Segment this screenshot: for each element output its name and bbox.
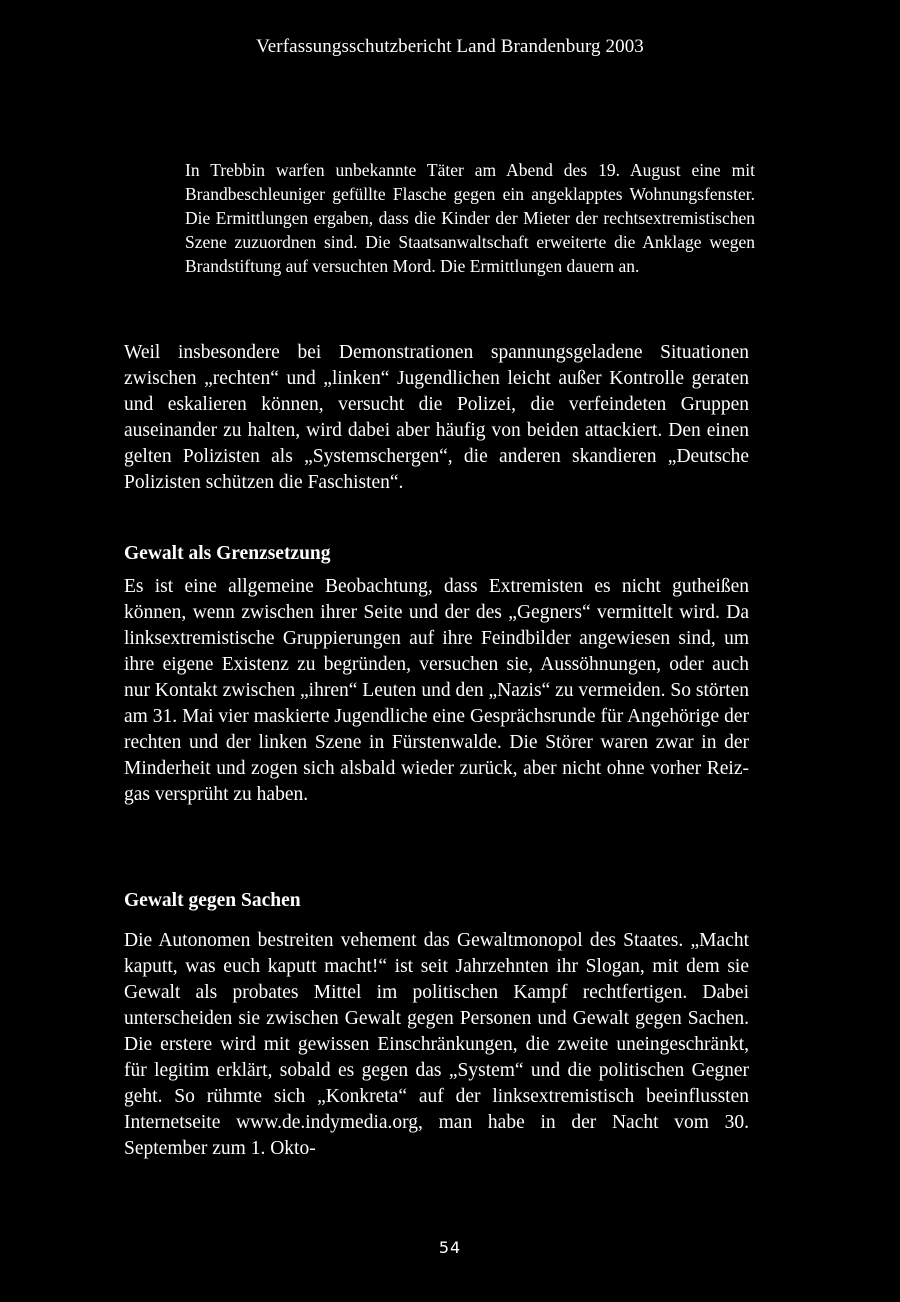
section-heading-grenzsetzung: Gewalt als Grenzsetzung (124, 543, 331, 564)
page-number: 54 (438, 1238, 462, 1257)
section-text-sachen: Die Autonomen bestreiten vehement das Gewaltmonopol des Staates. „Macht kaputt, was euch kaputt macht!“ ist seit Jahrzehnten ihr Slogan, mit dem sie Gewalt als probates Mittel im politischen Kampf rechtfertigen. Dabei unterscheiden sie zwischen Gewalt gegen Personen und Gewalt gegen Sachen. Die erstere wird mit gewissen Einschränkungen, die zweite uneingeschränkt, für legitim erklärt, sobald es gegen das „System“ und die politischen Gegner geht. So rühmte sich „Konkreta“ auf der linksextremistisch beeinflussten Internetseite www.de.indymedia.org, man habe in der Nacht vom 30. September zum 1. Okto- (124, 930, 749, 1159)
body-paragraph-demonstrations: Weil insbesondere bei Demonstrationen spannungsgeladene Situationen zwischen „rechten“ und „linken“ Jugendlichen leicht außer Kontrolle geraten und eskalieren können, versucht die Polizei, die verfeindeten Gruppen auseinander zu halten, wird dabei aber häufig von beiden attackiert. Den einen gelten Polizisten als „Systemschergen“, die anderen skandieren „Deutsche Polizisten schützen die Faschisten“. (124, 342, 749, 493)
section-text-grenzsetzung: Es ist eine allgemeine Beobachtung, dass Extremisten es nicht gutheißen können, wenn zwischen ihrer Seite und der des „Gegners“ vermittelt wird. Da linksextremistische Gruppierungen auf ihre Feindbilder angewiesen sind, um ihre eigene Existenz zu begründen, versuchen sie, Aussöhnungen, oder auch nur Kontakt zwischen „ihren“ Leuten und den „Nazis“ zu vermeiden. So störten am 31. Mai vier maskierte Jugendliche eine Gesprächsrunde für Angehörige der rechten und der linken Szene in Fürstenwalde. Die Störer waren zwar in der Minderheit und zogen sich alsbald wieder zurück, aber nicht ohne vorher Reizgas versprüht zu haben. (124, 576, 749, 805)
page-header: Verfassungsschutzbericht Land Brandenburg 2003 (256, 36, 644, 57)
section-heading-sachen: Gewalt gegen Sachen (124, 890, 301, 911)
case-example-text: In Trebbin warfen unbekannte Täter am Abend des 19. August eine mit Brandbeschleuniger gefüllte Flasche gegen ein angeklapptes Wohnungsfenster. Die Ermittlungen ergaben, dass die Kinder der Mieter der rechtsextremistischen Szene zuzuordnen sind. Die Staatsanwaltschaft erweiterte die Anklage wegen Brandstiftung auf versuchten Mord. Die Ermittlungen dauern an. (185, 160, 755, 276)
